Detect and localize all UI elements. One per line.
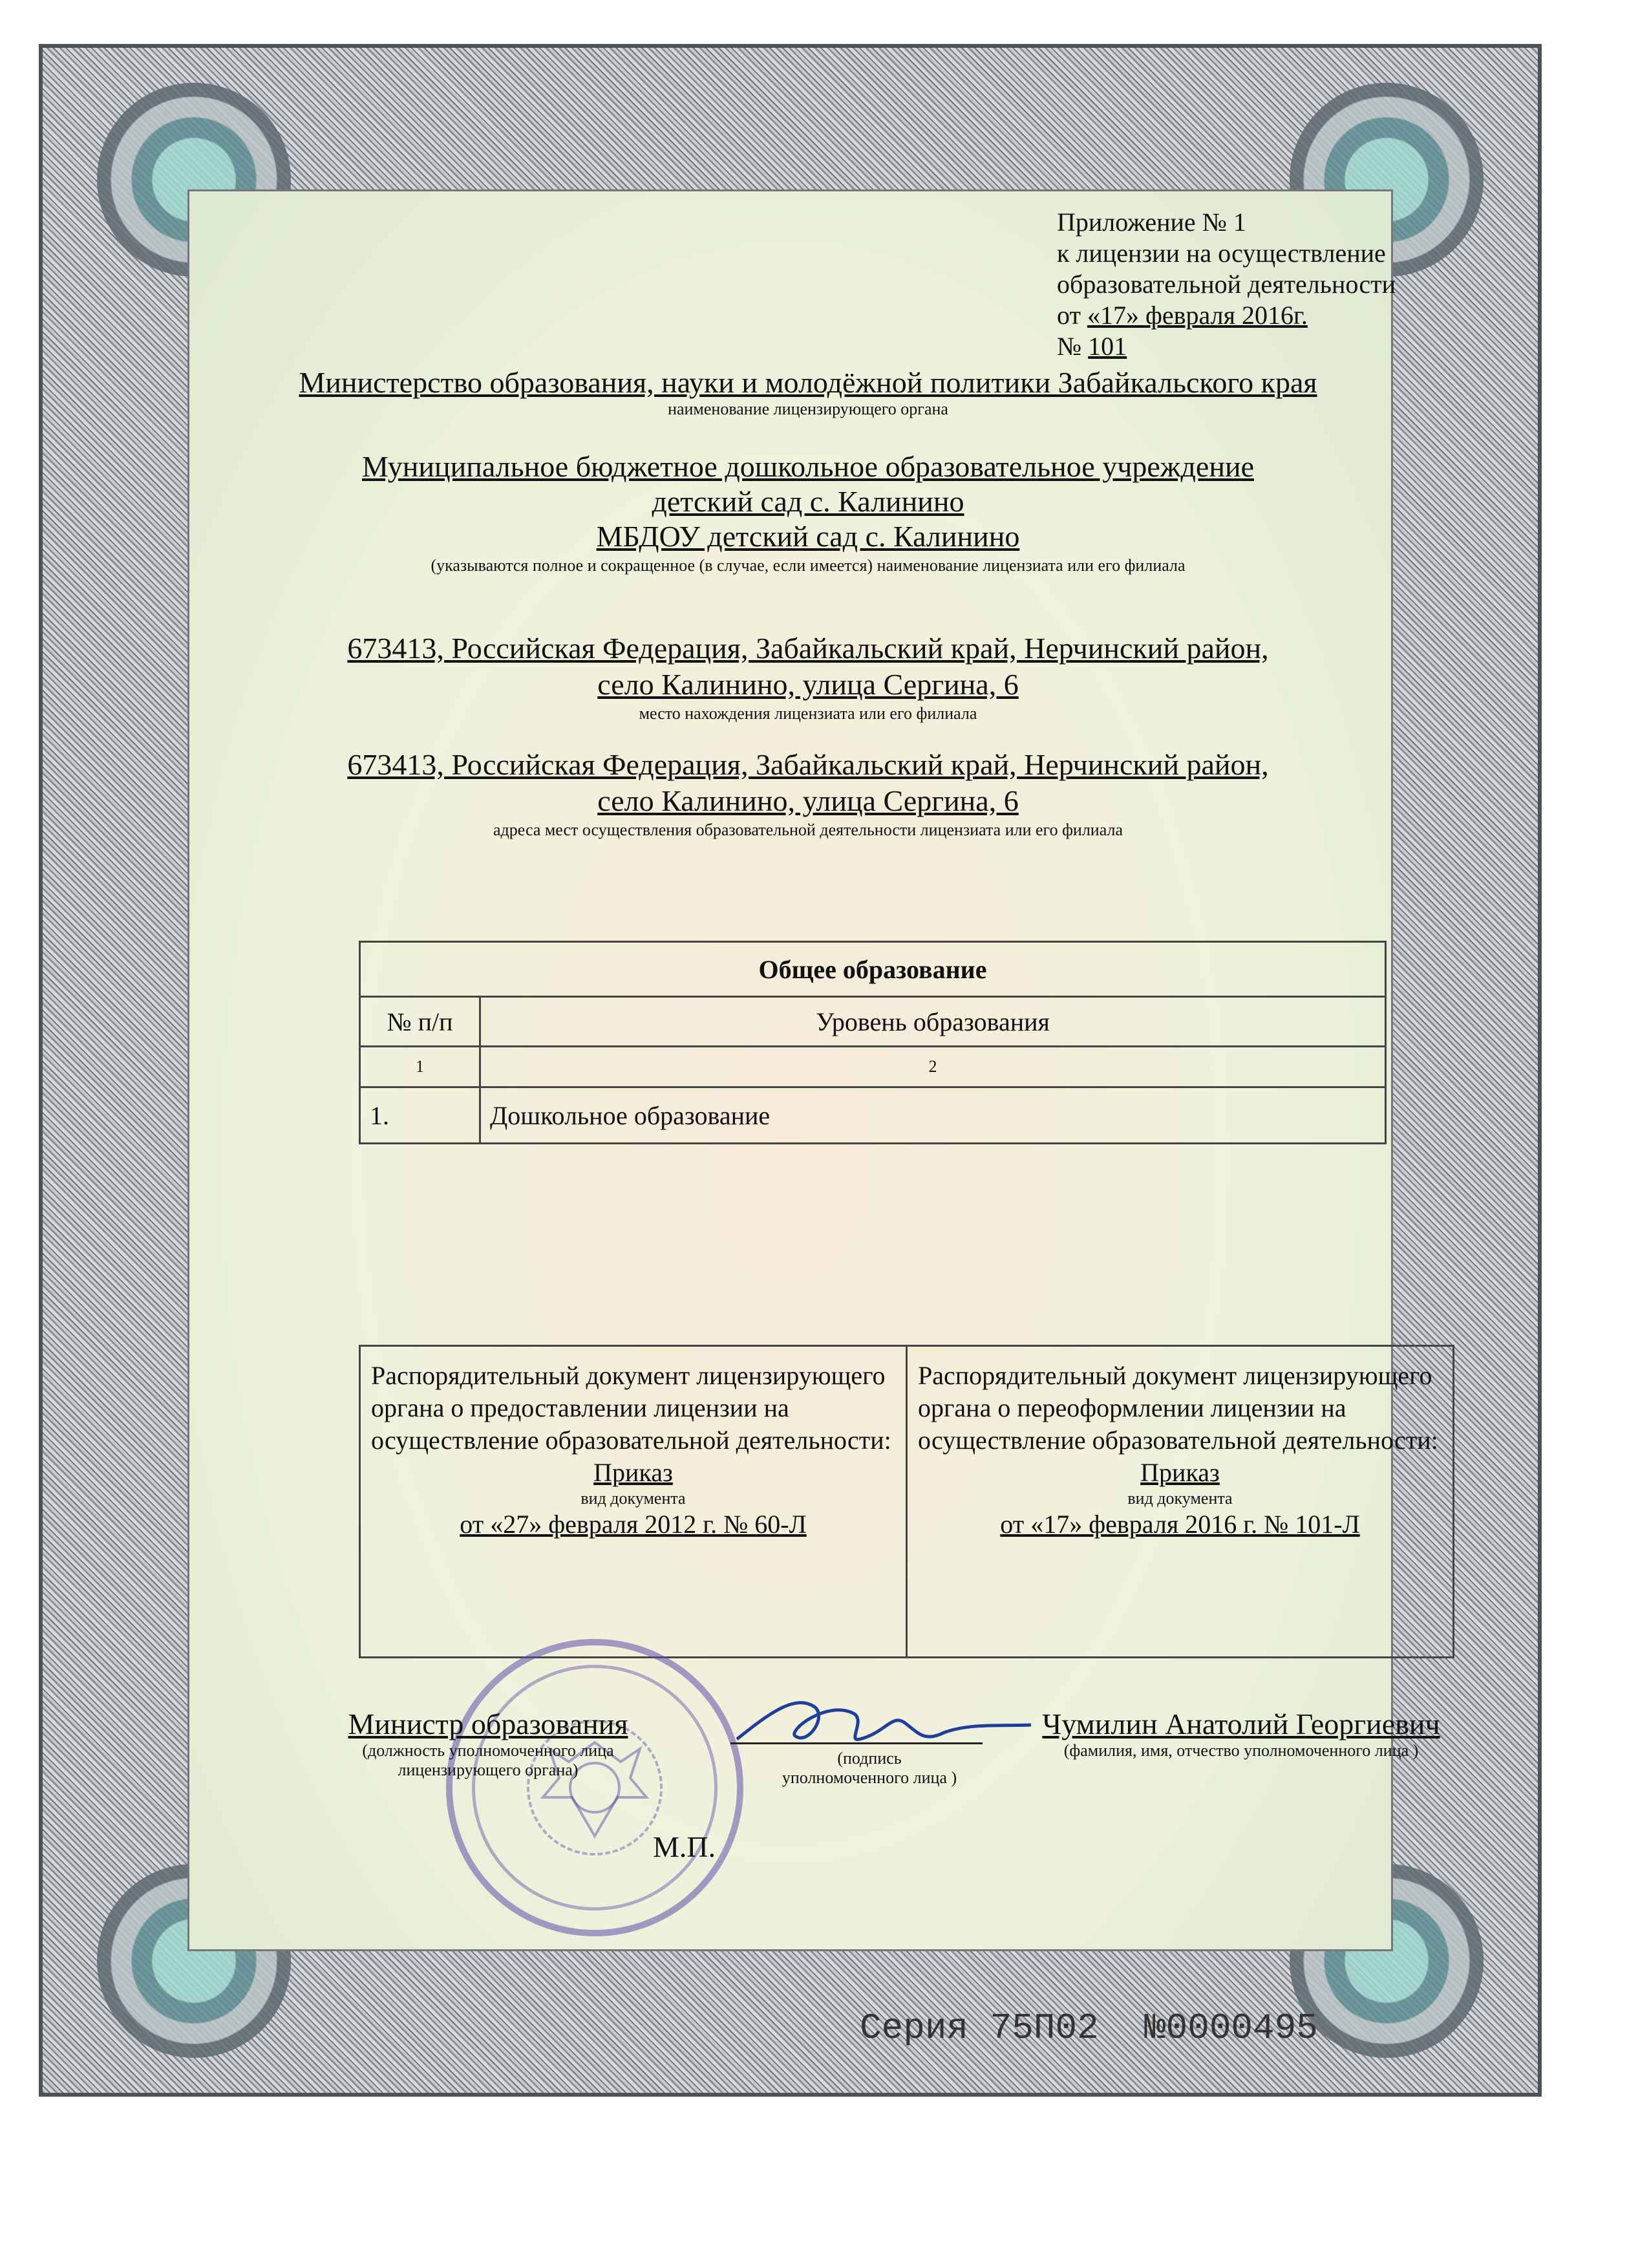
column-header-number: № п/п: [360, 997, 480, 1047]
activity-address-line2: село Калинино, улица Сергина, 6: [597, 784, 1019, 817]
document-reissue-reference: от «17» февраля 2016 г. № 101-Л: [1000, 1510, 1360, 1539]
appendix-block: [1057, 207, 1396, 362]
appendix-number: № 101: [1057, 332, 1127, 361]
column-header-level: Уровень образования: [480, 997, 1386, 1047]
form-number-label: №: [1144, 2007, 1166, 2049]
signatory-name-block: [1008, 1707, 1474, 1760]
document-issue-text: Распорядительный документ лицензирующего органа о предоставлении лицензии на осуществление образовательной деятельности:: [371, 1361, 891, 1455]
document-reissue-type-caption: вид документа: [1127, 1489, 1233, 1508]
licensing-body-name: Министерство образования, науки и молодёжной политики Забайкальского края: [299, 366, 1317, 399]
series-label: Серия: [860, 2007, 969, 2049]
table-title-row: [360, 942, 1386, 997]
column-index-2: 2: [480, 1047, 1386, 1087]
signatory-name: Чумилин Анатолий Георгиевич: [1042, 1707, 1440, 1740]
signatory-position-caption-2: лицензирующего органа): [398, 1760, 579, 1779]
location-block: [259, 630, 1357, 725]
table-row-number: 1.: [360, 1087, 480, 1144]
location-line2: село Калинино, улица Сергина, 6: [597, 668, 1019, 701]
document-reissue-text: Распорядительный документ лицензирующего органа о переоформлении лицензии на осуществление образовательной деятельности:: [918, 1361, 1438, 1455]
document-issue-type: Приказ: [593, 1458, 673, 1487]
licensee-full-name-line1: Муниципальное бюджетное дошкольное образовательное учреждение: [362, 450, 1254, 483]
licensee-caption: (указываются полное и сокращенное (в случае, если имеется) наименование лицензиата или его филиала: [431, 556, 1186, 575]
handwritten-signature-icon: [730, 1687, 1034, 1759]
signatory-position: [336, 1707, 640, 1780]
signature-caption: [743, 1749, 995, 1788]
table-header-row: [360, 997, 1386, 1047]
series-number: [860, 2007, 1099, 2049]
form-number: [1144, 2007, 1318, 2049]
stamp-place-label: М.П.: [653, 1830, 716, 1863]
seal-emblem-icon: [452, 1645, 737, 1930]
signatory-position-text: Министр образования: [348, 1707, 628, 1740]
licensee-short-name: МБДОУ детский сад с. Калинино: [596, 520, 1020, 553]
table-row: [360, 1087, 1386, 1144]
education-table: [359, 941, 1387, 1144]
signature-caption-1: (подпись: [837, 1749, 902, 1768]
activity-address-caption: адреса мест осуществления образовательной деятельности лицензиата или его филиала: [493, 820, 1123, 839]
document-issue-type-caption: вид документа: [580, 1489, 686, 1508]
licensing-body-block: [259, 365, 1357, 419]
signatory-name-caption: (фамилия, имя, отчество уполномоченного лица ): [1063, 1741, 1419, 1760]
licensee-block: [259, 449, 1357, 577]
documents-table: [359, 1345, 1454, 1658]
licensing-body-caption: наименование лицензирующего органа: [668, 400, 948, 418]
table-index-row: [360, 1047, 1386, 1087]
series-value: 75П02: [990, 2007, 1099, 2049]
appendix-date-value: «17» февраля 2016г.: [1087, 301, 1308, 330]
appendix-date: от «17» февраля 2016г.: [1057, 301, 1308, 330]
location-caption: место нахождения лицензиата или его филиала: [639, 704, 977, 723]
document-reissue-cell: [906, 1347, 1452, 1656]
table-title: Общее образование: [360, 942, 1386, 997]
document-reissue-type: Приказ: [1140, 1458, 1220, 1487]
appendix-line3: образовательной деятельности: [1057, 270, 1396, 299]
table-row-level: Дошкольное образование: [480, 1087, 1386, 1144]
signatory-position-caption-1: (должность уполномоченного лица: [362, 1741, 614, 1760]
activity-address-line1: 673413, Российская Федерация, Забайкальский край, Нерчинский район,: [347, 748, 1269, 781]
licensee-full-name-line2: детский сад с. Калинино: [652, 485, 964, 518]
appendix-line2: к лицензии на осуществление: [1057, 239, 1386, 268]
form-number-value: 0000495: [1165, 2007, 1318, 2049]
document-issue-reference: от «27» февраля 2012 г. № 60-Л: [460, 1510, 807, 1539]
appendix-number-value: 101: [1088, 332, 1127, 361]
appendix-title: Приложение № 1: [1057, 208, 1246, 237]
column-index-1: 1: [360, 1047, 480, 1087]
signature-caption-2: уполномоченного лица ): [782, 1768, 957, 1787]
official-seal: [446, 1639, 743, 1936]
location-line1: 673413, Российская Федерация, Забайкальский край, Нерчинский район,: [347, 632, 1269, 665]
document-issue-cell: [361, 1347, 906, 1656]
activity-address-block: [259, 747, 1357, 841]
